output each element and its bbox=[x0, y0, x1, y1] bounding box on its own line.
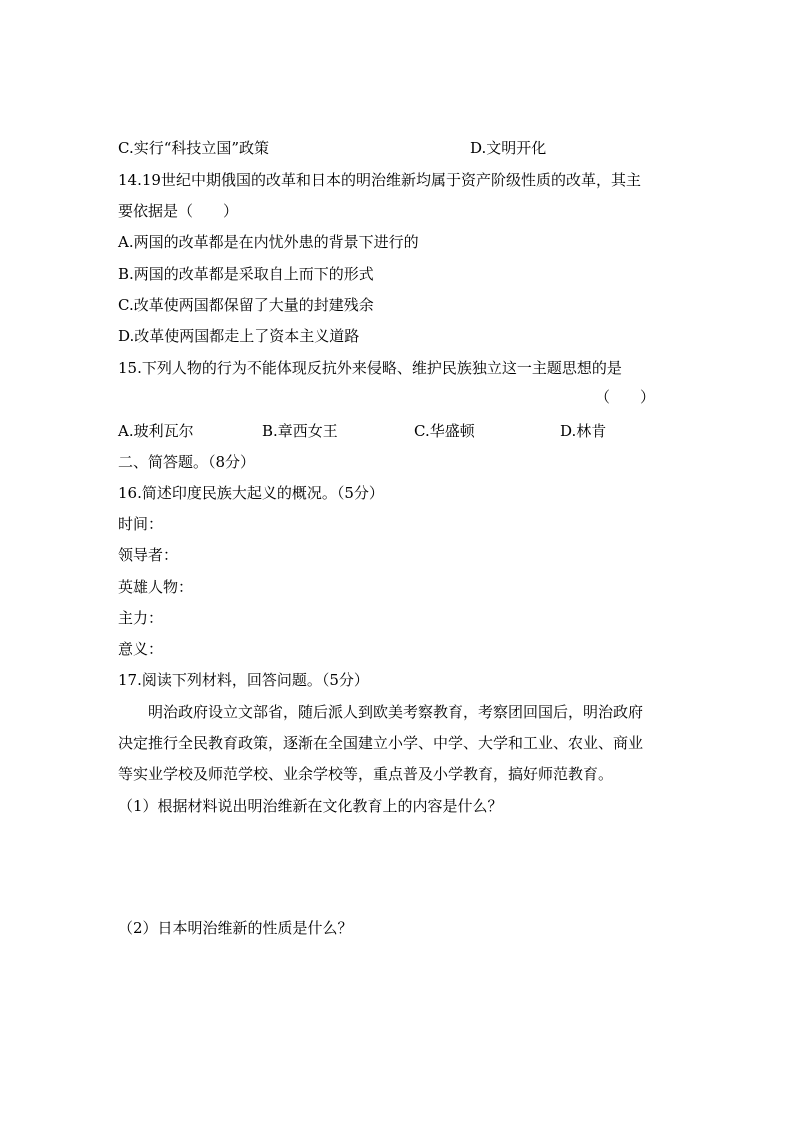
q14-option-a: A.两国的改革都是在内忧外患的背景下进行的 bbox=[118, 233, 419, 251]
q15-answer-bracket: （ ） bbox=[595, 388, 656, 406]
q16-field-significance: 意义： bbox=[118, 640, 164, 658]
q14-stem-line2: 要依据是（ ） bbox=[118, 202, 239, 220]
q15-option-d: D.林肯 bbox=[560, 422, 607, 440]
q13-option-c: C.实行“科技立国”政策 bbox=[118, 139, 270, 157]
q14-option-d: D.改革使两国都走上了资本主义道路 bbox=[118, 327, 360, 345]
q17-material-line3: 等实业学校及师范学校、业余学校等，重点普及小学教育，搞好师范教育。 bbox=[118, 765, 614, 783]
q14-option-c: C.改革使两国都保留了大量的封建残余 bbox=[118, 296, 374, 314]
q15-option-a: A.玻利瓦尔 bbox=[118, 422, 194, 440]
q17-subquestion-2: （2）日本明治维新的性质是什么？ bbox=[118, 919, 353, 937]
q16-stem: 16.简述印度民族大起义的概况。（5分） bbox=[118, 484, 384, 502]
q17-material-line2: 决定推行全民教育政策，逐渐在全国建立小学、中学、大学和工业、农业、商业 bbox=[118, 734, 644, 752]
q14-stem-line1: 14.19世纪中期俄国的改革和日本的明治维新均属于资产阶级性质的改革，其主 bbox=[118, 171, 641, 189]
q16-field-heroes: 英雄人物： bbox=[118, 578, 194, 596]
q13-option-d: D.文明开化 bbox=[470, 139, 547, 157]
section2-heading: 二、简答题。（8分） bbox=[118, 453, 256, 471]
q16-field-main-force: 主力： bbox=[118, 609, 164, 627]
q16-field-time: 时间： bbox=[118, 515, 164, 533]
q17-material-line1: 明治政府设立文部省，随后派人到欧美考察教育，考察团回国后，明治政府 bbox=[148, 703, 644, 721]
q17-subquestion-1: （1）根据材料说出明治维新在文化教育上的内容是什么？ bbox=[118, 797, 503, 815]
q15-option-b: B.章西女王 bbox=[262, 422, 338, 440]
q15-stem: 15.下列人物的行为不能体现反抗外来侵略、维护民族独立这一主题思想的是 bbox=[118, 359, 622, 377]
q14-option-b: B.两国的改革都是采取自上而下的形式 bbox=[118, 265, 374, 283]
q15-option-c: C.华盛顿 bbox=[414, 422, 475, 440]
q17-stem: 17.阅读下列材料，回答问题。（5分） bbox=[118, 671, 369, 689]
q16-field-leader: 领导者： bbox=[118, 546, 179, 564]
